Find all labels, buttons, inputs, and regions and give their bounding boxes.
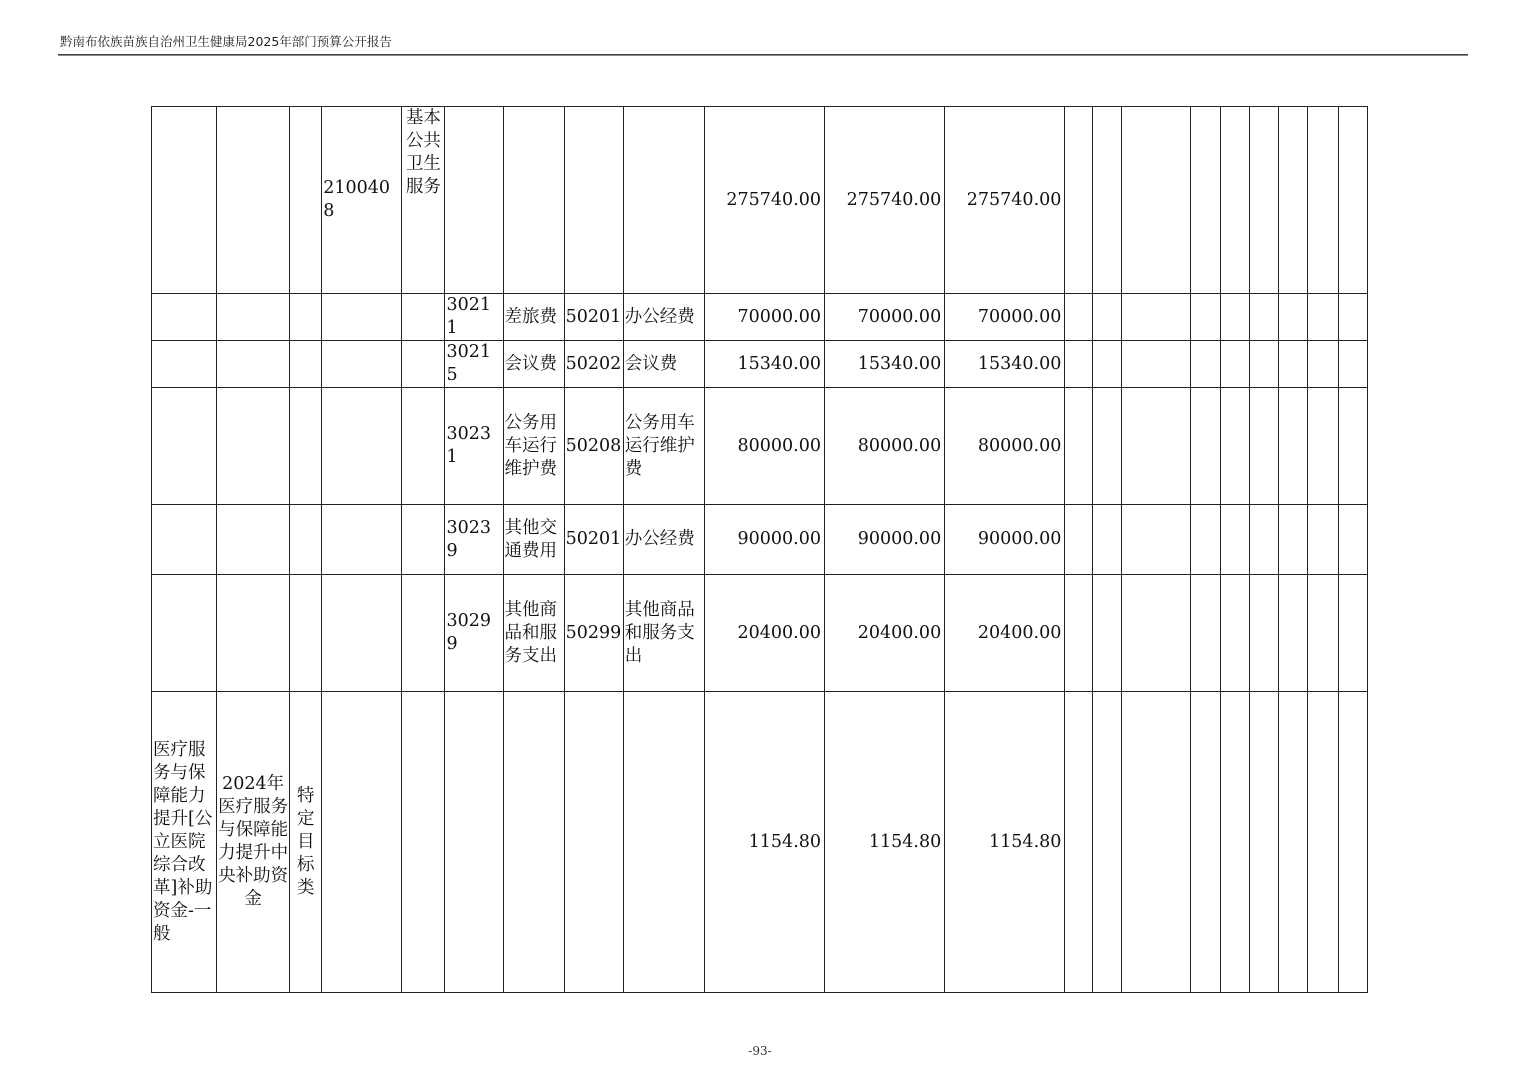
cell-c2	[217, 294, 290, 341]
cell-empty	[1338, 341, 1367, 388]
cell-econ-code: 30231	[445, 388, 503, 505]
cell-gov-econ-name: 其他商品和服务支出	[623, 575, 704, 692]
cell-amount-subtotal: 80000.00	[825, 388, 945, 505]
cell-empty	[1249, 341, 1278, 388]
cell-empty	[1093, 294, 1122, 341]
cell-amount-general: 70000.00	[945, 294, 1065, 341]
cell-empty	[1278, 575, 1307, 692]
cell-empty	[1249, 505, 1278, 575]
cell-empty	[1190, 575, 1220, 692]
table-row	[152, 388, 1368, 505]
cell-empty	[1122, 575, 1190, 692]
cell-empty	[1065, 107, 1093, 294]
cell-function-code	[322, 294, 402, 341]
cell-c1	[152, 294, 217, 341]
cell-amount-general: 1154.80	[945, 692, 1065, 993]
cell-c1	[152, 341, 217, 388]
cell-empty	[1220, 107, 1249, 294]
cell-project-name: 医疗服务与保障能力提升[公立医院综合改革]补助资金-一般	[152, 692, 217, 993]
cell-c2	[217, 505, 290, 575]
cell-empty	[1122, 505, 1190, 575]
cell-empty	[1249, 692, 1278, 993]
cell-empty	[1220, 692, 1249, 993]
cell-empty	[1278, 341, 1307, 388]
cell-empty	[1338, 692, 1367, 993]
cell-empty	[1220, 575, 1249, 692]
cell-empty	[1065, 294, 1093, 341]
cell-c2	[217, 388, 290, 505]
cell-amount-subtotal: 90000.00	[825, 505, 945, 575]
cell-empty	[1065, 575, 1093, 692]
cell-empty	[1220, 388, 1249, 505]
cell-c3	[290, 505, 322, 575]
cell-function-name	[402, 341, 445, 388]
cell-amount-subtotal: 20400.00	[825, 575, 945, 692]
cell-function-name	[402, 294, 445, 341]
cell-gov-econ-code: 50208	[564, 388, 623, 505]
cell-fund-name: 2024年医疗服务与保障能力提升中央补助资金	[217, 692, 290, 993]
cell-empty	[1307, 107, 1338, 294]
cell-empty	[1190, 107, 1220, 294]
cell-function-name	[402, 505, 445, 575]
cell-empty	[1122, 107, 1190, 294]
cell-project-type: 特定目标类	[290, 692, 322, 993]
cell-gov-econ-name: 公务用车运行维护费	[623, 388, 704, 505]
cell-function-code: 2100408	[322, 107, 402, 294]
cell-amount-total: 20400.00	[704, 575, 824, 692]
cell-c2	[217, 575, 290, 692]
cell-empty	[1338, 294, 1367, 341]
cell-econ-code: 30239	[445, 505, 503, 575]
cell-empty	[1249, 107, 1278, 294]
cell-function-code	[322, 388, 402, 505]
cell-empty	[1338, 575, 1367, 692]
cell-empty	[1065, 388, 1093, 505]
page-number: -93-	[748, 1044, 772, 1058]
cell-econ-name: 会议费	[503, 341, 564, 388]
cell-amount-total: 90000.00	[704, 505, 824, 575]
cell-gov-econ-code: 50299	[564, 575, 623, 692]
cell-empty	[1190, 505, 1220, 575]
cell-c3	[290, 294, 322, 341]
cell-empty	[1338, 107, 1367, 294]
cell-gov-econ-name	[623, 692, 704, 993]
cell-c2	[217, 341, 290, 388]
cell-empty	[1220, 505, 1249, 575]
cell-econ-code: 30211	[445, 294, 503, 341]
cell-econ-name: 其他交通费用	[503, 505, 564, 575]
cell-empty	[1249, 575, 1278, 692]
cell-amount-total: 15340.00	[704, 341, 824, 388]
cell-empty	[1122, 692, 1190, 993]
cell-empty	[1278, 505, 1307, 575]
cell-c3	[290, 341, 322, 388]
cell-empty	[1190, 341, 1220, 388]
cell-econ-code: 30215	[445, 341, 503, 388]
cell-empty	[1307, 341, 1338, 388]
cell-empty	[1093, 388, 1122, 505]
cell-function-code	[322, 505, 402, 575]
cell-empty	[1307, 388, 1338, 505]
cell-empty	[1065, 692, 1093, 993]
cell-c1	[152, 388, 217, 505]
cell-function-code	[322, 692, 402, 993]
cell-function-name	[402, 575, 445, 692]
cell-econ-name	[503, 107, 564, 294]
cell-empty	[1278, 294, 1307, 341]
cell-gov-econ-name: 办公经费	[623, 294, 704, 341]
cell-c3	[290, 575, 322, 692]
cell-empty	[1249, 388, 1278, 505]
cell-amount-total: 70000.00	[704, 294, 824, 341]
cell-empty	[1093, 341, 1122, 388]
cell-gov-econ-code: 50201	[564, 505, 623, 575]
cell-empty	[1122, 294, 1190, 341]
cell-empty	[1220, 341, 1249, 388]
cell-amount-general: 90000.00	[945, 505, 1065, 575]
cell-c3	[290, 107, 322, 294]
cell-empty	[1307, 692, 1338, 993]
cell-empty	[1249, 294, 1278, 341]
cell-empty	[1190, 692, 1220, 993]
cell-empty	[1093, 575, 1122, 692]
table-row	[152, 575, 1368, 692]
cell-empty	[1220, 294, 1249, 341]
cell-amount-total: 275740.00	[704, 107, 824, 294]
header-divider	[58, 54, 1468, 56]
cell-empty	[1190, 294, 1220, 341]
cell-c3	[290, 388, 322, 505]
cell-empty	[1307, 575, 1338, 692]
cell-gov-econ-code: 50201	[564, 294, 623, 341]
cell-empty	[1190, 388, 1220, 505]
cell-function-name	[402, 692, 445, 993]
cell-function-code	[322, 341, 402, 388]
cell-empty	[1338, 388, 1367, 505]
cell-empty	[1338, 505, 1367, 575]
cell-econ-code	[445, 107, 503, 294]
cell-function-name: 基本公共卫生服务	[402, 107, 445, 294]
cell-amount-total: 80000.00	[704, 388, 824, 505]
cell-gov-econ-code	[564, 107, 623, 294]
cell-empty	[1122, 341, 1190, 388]
table-row	[152, 107, 1368, 294]
cell-empty	[1093, 692, 1122, 993]
cell-c1	[152, 505, 217, 575]
cell-amount-subtotal: 70000.00	[825, 294, 945, 341]
cell-function-name	[402, 388, 445, 505]
cell-c1	[152, 575, 217, 692]
cell-amount-general: 275740.00	[945, 107, 1065, 294]
cell-empty	[1065, 341, 1093, 388]
cell-gov-econ-name: 办公经费	[623, 505, 704, 575]
cell-empty	[1122, 388, 1190, 505]
table-row	[152, 505, 1368, 575]
cell-c2	[217, 107, 290, 294]
cell-empty	[1307, 294, 1338, 341]
cell-empty	[1278, 107, 1307, 294]
budget-table	[151, 106, 1368, 993]
cell-econ-name: 公务用车运行维护费	[503, 388, 564, 505]
table-row	[152, 341, 1368, 388]
cell-amount-general: 20400.00	[945, 575, 1065, 692]
cell-empty	[1093, 505, 1122, 575]
cell-c1	[152, 107, 217, 294]
cell-amount-subtotal: 1154.80	[825, 692, 945, 993]
cell-empty	[1307, 505, 1338, 575]
cell-function-code	[322, 575, 402, 692]
table-row	[152, 692, 1368, 993]
cell-amount-subtotal: 275740.00	[825, 107, 945, 294]
cell-empty	[1278, 388, 1307, 505]
cell-empty	[1278, 692, 1307, 993]
cell-econ-name: 其他商品和服务支出	[503, 575, 564, 692]
cell-gov-econ-code	[564, 692, 623, 993]
cell-econ-name: 差旅费	[503, 294, 564, 341]
cell-gov-econ-name: 会议费	[623, 341, 704, 388]
cell-gov-econ-name	[623, 107, 704, 294]
cell-amount-general: 80000.00	[945, 388, 1065, 505]
report-header-title: 黔南布依族苗族自治州卫生健康局2025年部门预算公开报告	[60, 34, 392, 49]
cell-econ-code	[445, 692, 503, 993]
cell-amount-total: 1154.80	[704, 692, 824, 993]
cell-econ-name	[503, 692, 564, 993]
cell-amount-subtotal: 15340.00	[825, 341, 945, 388]
cell-empty	[1093, 107, 1122, 294]
cell-amount-general: 15340.00	[945, 341, 1065, 388]
cell-gov-econ-code: 50202	[564, 341, 623, 388]
cell-empty	[1065, 505, 1093, 575]
table-row	[152, 294, 1368, 341]
cell-econ-code: 30299	[445, 575, 503, 692]
